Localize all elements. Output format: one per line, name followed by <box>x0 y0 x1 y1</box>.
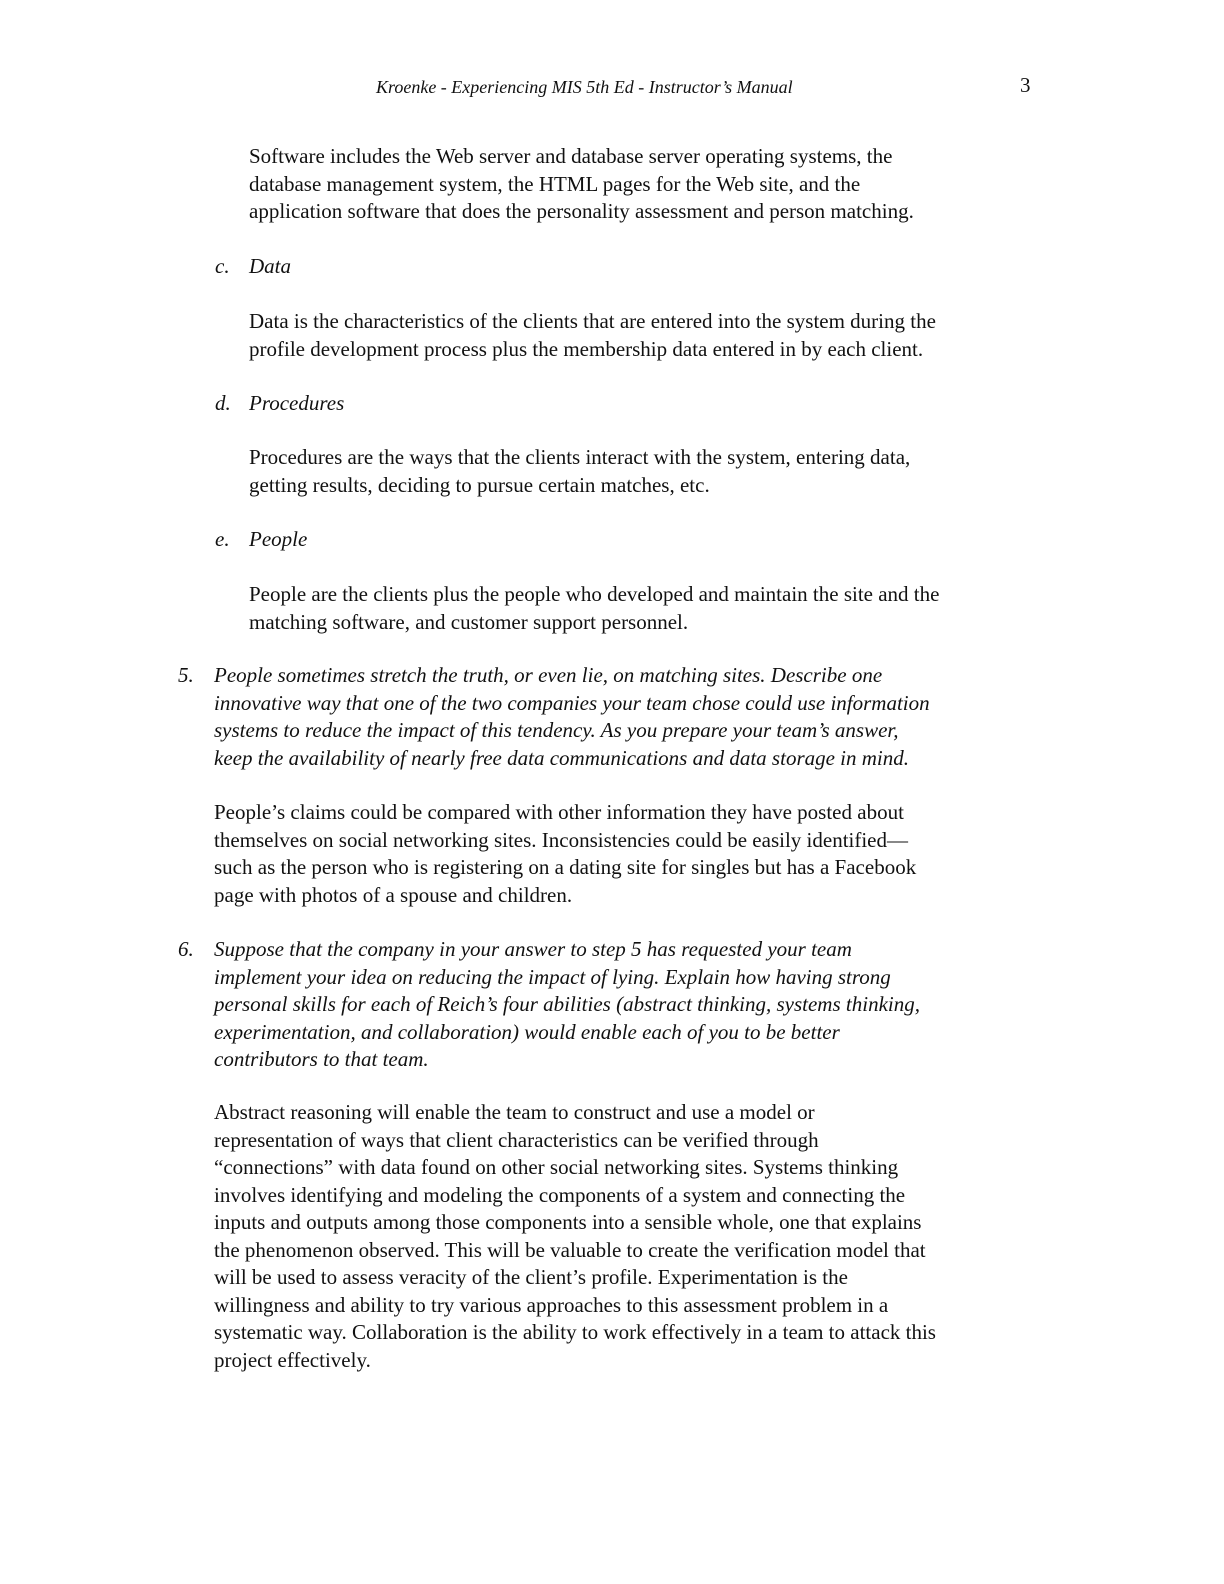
item-d-marker: d. <box>215 391 231 415</box>
item-e-answer <box>249 581 939 636</box>
answer-line: will be used to assess veracity of the client’s profile. Experimentation is the <box>214 1265 848 1289</box>
question-line: innovative way that one of the two companies your team chose could use information <box>214 690 930 715</box>
question-line: People sometimes stretch the truth, or even lie, on matching sites. Describe one <box>214 663 883 687</box>
item-e-label: People <box>249 527 308 551</box>
software-answer <box>249 143 914 226</box>
answer-line: “connections” with data found on other social networking sites. Systems thinking <box>214 1155 899 1179</box>
answer-line: profile development process plus the membership data entered in by each client. <box>249 336 924 361</box>
answer-line: page with photos of a spouse and children. <box>214 882 573 907</box>
answer-line: database management system, the HTML pages for the Web site, and the <box>249 171 861 196</box>
answer-line: matching software, and customer support personnel. <box>249 609 689 634</box>
question-5-number: 5. <box>178 663 194 687</box>
question-5-answer <box>214 799 916 909</box>
question-5-text <box>214 662 930 772</box>
answer-line: project effectively. <box>214 1347 371 1372</box>
item-e-marker: e. <box>215 527 230 551</box>
item-d-answer <box>249 444 910 499</box>
answer-line: Procedures are the ways that the clients interact with the system, entering data, <box>249 445 911 469</box>
question-6-text <box>214 936 920 1074</box>
question-6-answer <box>214 1099 936 1374</box>
answer-line: systematic way. Collaboration is the ability to work effectively in a team to attack this <box>214 1320 936 1344</box>
answer-line: application software that does the personality assessment and person matching. <box>249 199 914 223</box>
answer-line: People’s claims could be compared with other information they have posted about <box>214 800 904 824</box>
answer-line: such as the person who is registering on a dating site for singles but has a Facebook <box>214 855 917 879</box>
question-6-number: 6. <box>178 937 194 961</box>
question-line: Suppose that the company in your answer to step 5 has requested your team <box>214 937 852 961</box>
question-line: keep the availability of nearly free data communications and data storage in mind. <box>214 745 910 770</box>
item-c-answer <box>249 308 936 363</box>
answer-line: the phenomenon observed. This will be valuable to create the verification model that <box>214 1237 926 1262</box>
item-c-marker: c. <box>215 254 230 278</box>
item-c-label: Data <box>249 254 291 278</box>
answer-line: getting results, deciding to pursue certain matches, etc. <box>249 472 710 497</box>
answer-line: themselves on social networking sites. Inconsistencies could be easily identified— <box>214 827 909 852</box>
question-line: implement your idea on reducing the impact of lying. Explain how having strong <box>214 964 891 989</box>
answer-line: representation of ways that client characteristics can be verified through <box>214 1127 819 1152</box>
question-line: systems to reduce the impact of this tendency. As you prepare your team’s answer, <box>214 718 899 742</box>
answer-line: People are the clients plus the people who developed and maintain the site and the <box>249 582 940 606</box>
answer-line: inputs and outputs among those components into a sensible whole, one that explains <box>214 1210 922 1234</box>
answer-line: Abstract reasoning will enable the team to construct and use a model or <box>214 1100 815 1124</box>
page-header <box>0 74 1224 100</box>
answer-line: Data is the characteristics of the clients that are entered into the system during the <box>249 309 936 333</box>
answer-line: involves identifying and modeling the components of a system and connecting the <box>214 1182 906 1207</box>
answer-line: willingness and ability to try various approaches to this assessment problem in a <box>214 1292 889 1317</box>
header-title: Kroenke - Experiencing MIS 5th Ed - Instructor’s Manual <box>376 77 793 97</box>
answer-line: Software includes the Web server and database server operating systems, the <box>249 144 893 168</box>
item-d-label: Procedures <box>249 391 345 415</box>
page-number: 3 <box>1020 73 1031 97</box>
question-line: personal skills for each of Reich’s four abilities (abstract thinking, systems thinking, <box>214 992 920 1016</box>
question-line: contributors to that team. <box>214 1047 429 1071</box>
question-line: experimentation, and collaboration) would enable each of you to be better <box>214 1019 840 1044</box>
